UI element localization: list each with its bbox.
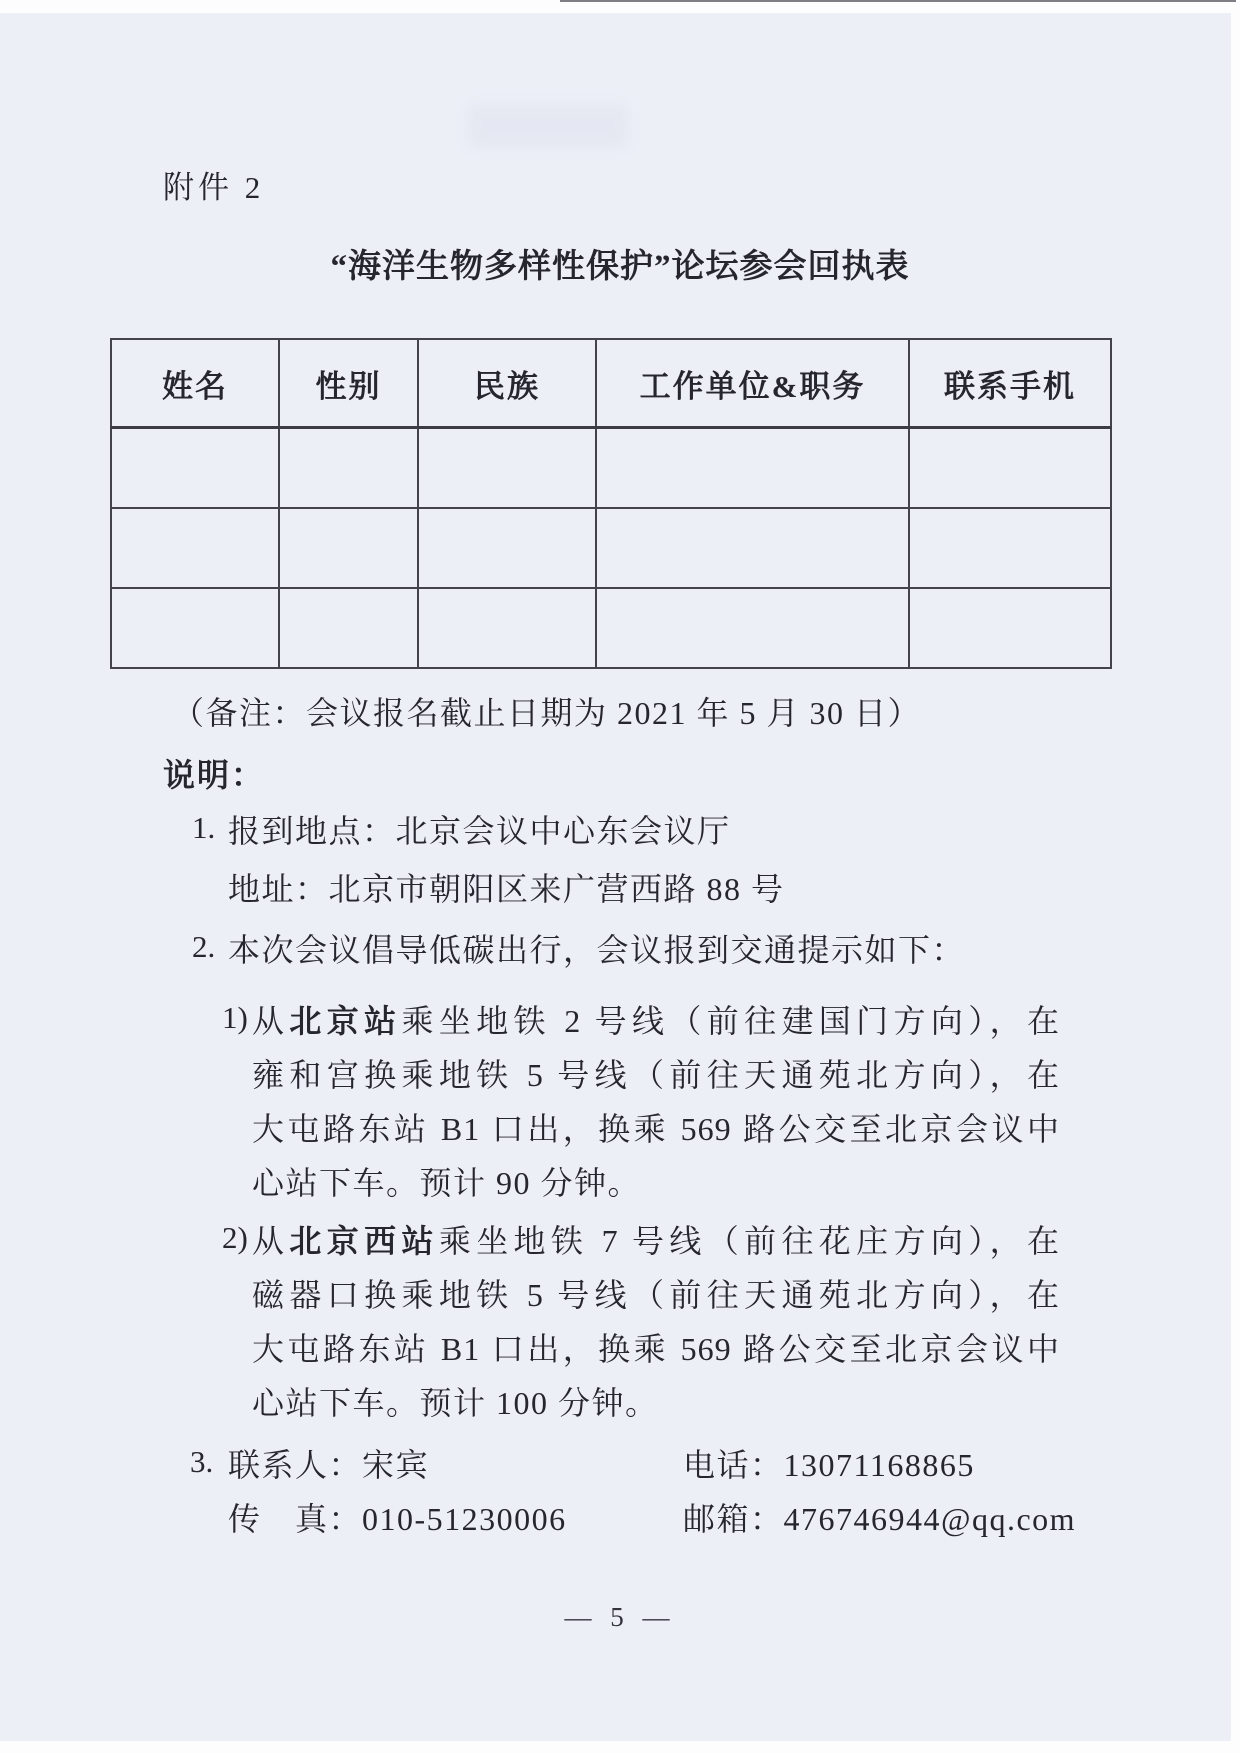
deadline-remark: （备注：会议报名截止日期为 2021 年 5 月 30 日） xyxy=(172,695,922,731)
table-row xyxy=(111,428,1111,509)
table-row xyxy=(111,508,1111,588)
contact-email: 邮箱：476746944@qq.com xyxy=(683,1501,1077,1537)
route1-number: 1) xyxy=(222,1000,248,1035)
note2-number: 2. xyxy=(192,929,216,964)
scan-edge-line xyxy=(560,0,1236,2)
note1-venue: 报到地点：北京会议中心东会议厅 xyxy=(228,813,731,849)
route1-line1-rest: 乘坐地铁 2 号线（前往建国门方向），在 xyxy=(401,1003,1060,1039)
note3-number: 3. xyxy=(190,1444,214,1479)
doc-title: “海洋生物多样性保护”论坛参会回执表 xyxy=(330,249,910,285)
ink-bleed-ghost xyxy=(468,104,628,148)
route1-line4: 心站下车。预计 90 分钟。 xyxy=(252,1165,642,1201)
route2-line1-pre: 从 xyxy=(252,1223,290,1259)
col-header-mobile: 联系手机 xyxy=(909,339,1111,428)
note2-text: 本次会议倡导低碳出行，会议报到交通提示如下： xyxy=(228,932,966,968)
attachment-label: 附件 2 xyxy=(163,170,265,205)
note1-address: 地址：北京市朝阳区来广营西路 88 号 xyxy=(228,871,785,907)
route1-line1-pre: 从 xyxy=(252,1003,290,1039)
contact-phone: 电话：13071168865 xyxy=(683,1447,975,1483)
page-number: — 5 — xyxy=(564,1602,676,1632)
notes-heading: 说明： xyxy=(163,757,266,793)
route2-line2: 磁器口换乘地铁 5 号线（前往天通苑北方向），在 xyxy=(252,1277,1060,1313)
table-cell xyxy=(909,588,1111,668)
route2-line1-rest: 乘坐地铁 7 号线（前往花庄方向），在 xyxy=(438,1223,1060,1259)
route2-number: 2) xyxy=(222,1220,248,1255)
scan-margin-bottom xyxy=(0,1741,1240,1753)
table-row xyxy=(111,588,1111,668)
table-cell xyxy=(418,588,596,668)
table-cell xyxy=(279,508,418,588)
col-header-workunit: 工作单位&职务 xyxy=(596,339,909,428)
route1-line3: 大屯路东站 B1 口出，换乘 569 路公交至北京会议中 xyxy=(252,1111,1060,1147)
route2-station-bold: 北京西站 xyxy=(289,1223,439,1259)
table-cell xyxy=(418,428,596,509)
contact-fax: 传 真：010-51230006 xyxy=(228,1501,567,1537)
route1-line1 xyxy=(252,996,1060,1042)
table-cell xyxy=(111,508,279,588)
table-cell xyxy=(279,428,418,509)
table-cell xyxy=(418,508,596,588)
route1-station-bold: 北京站 xyxy=(289,1003,402,1039)
table-cell xyxy=(596,428,909,509)
note1-number: 1. xyxy=(192,810,216,845)
reply-form-table xyxy=(110,338,1112,669)
route2-line4: 心站下车。预计 100 分钟。 xyxy=(252,1385,659,1421)
table-cell xyxy=(111,588,279,668)
table-cell xyxy=(909,428,1111,509)
contact-person: 联系人：宋宾 xyxy=(228,1447,430,1483)
col-header-gender: 性别 xyxy=(279,339,418,428)
route2-line1 xyxy=(252,1216,1060,1262)
table-cell xyxy=(909,508,1111,588)
table-cell xyxy=(279,588,418,668)
table-cell xyxy=(111,428,279,509)
table-header-row xyxy=(111,339,1111,428)
col-header-ethnicity: 民族 xyxy=(418,339,596,428)
col-header-name: 姓名 xyxy=(111,339,279,428)
route2-line3: 大屯路东站 B1 口出，换乘 569 路公交至北京会议中 xyxy=(252,1331,1060,1367)
table-cell xyxy=(596,508,909,588)
route1-line2: 雍和宫换乘地铁 5 号线（前往天通苑北方向），在 xyxy=(252,1057,1060,1093)
table-cell xyxy=(596,588,909,668)
